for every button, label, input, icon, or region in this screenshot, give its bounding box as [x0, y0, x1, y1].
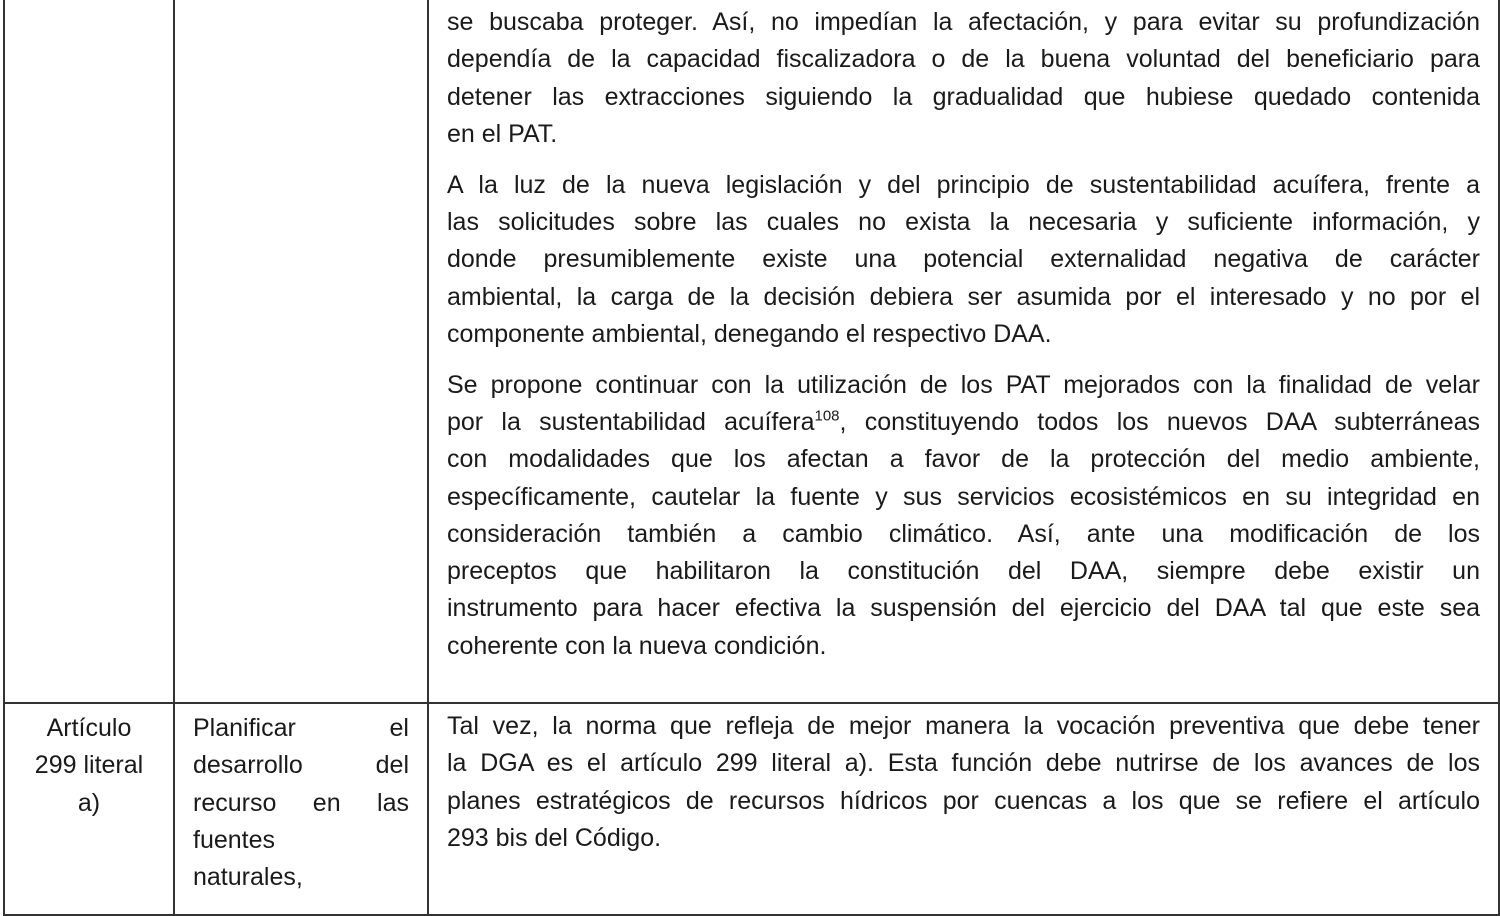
footnote-ref[interactable]: 108: [814, 407, 840, 425]
provisions-table: [3, 0, 1500, 916]
paragraph-2: A la luz de la nueva legislación y del principio de sustentabilidad acuífera, frente a las solicitudes sobre las cuales no exista la necesaria y suficiente información, y donde presumiblemente existe una potencial externalidad negativa de carácter ambiental, la carga de la decisión debiera ser asumida por el interesado y no por el componente ambiental, denegando el respectivo DAA.: [447, 170, 1480, 348]
paragraph-1: Tal vez, la norma que refleja de mejor manera la vocación preventiva que debe tener la DGA es el artículo 299 literal a). Esta función debe nutrirse de los avances de los planes estratégicos de recursos hídricos por cuencas a los que se refiere el artículo 293 bis del Código.: [447, 712, 1480, 852]
article-cell: Artículo 299 literal a): [4, 703, 174, 915]
paragraph-3: Se propone continuar con la utilización de los PAT mejorados con la finalidad de velar por la sustentabilidad acuífera$^{108}$, constituyendo todos los nuevos DAA subterráneas con modalidades que los afectan a favor de la protección del medio ambiente, específicamente, cautelar la fuente y sus servicios ecosistémicos en su integridad en consideración también a cambio climático. Así, ante una modificación de los preceptos que habilitaron la constitución del DAA, siempre debe existir un instrumento para hacer efectiva la suspensión del ejercicio del DAA tal que este sea coherente con la nueva condición.: [447, 370, 1480, 660]
footnote-line: por la sustentabilidad acuífera$^{108}$, constituyendo todos los nuevos DAA subterráneas: [447, 407, 1480, 436]
commentary-cell: [428, 703, 1499, 915]
table-row: [4, 703, 1499, 915]
paragraph-1: se buscaba proteger. Así, no impedían la afectación, y para evitar su profundización dependía de la capacidad fiscalizadora o de la buena voluntad del beneficiario para detener las extracciones siguiendo la gradualidad que hubiese quedado contenida en el PAT.: [447, 8, 1480, 148]
table-row: [4, 0, 1499, 703]
function-cell: Planificar el desarrollo del recurso en las fuentes naturales,: [174, 703, 428, 915]
commentary-cell: [428, 0, 1499, 703]
function-cell: [174, 0, 428, 703]
article-cell: [4, 0, 174, 703]
